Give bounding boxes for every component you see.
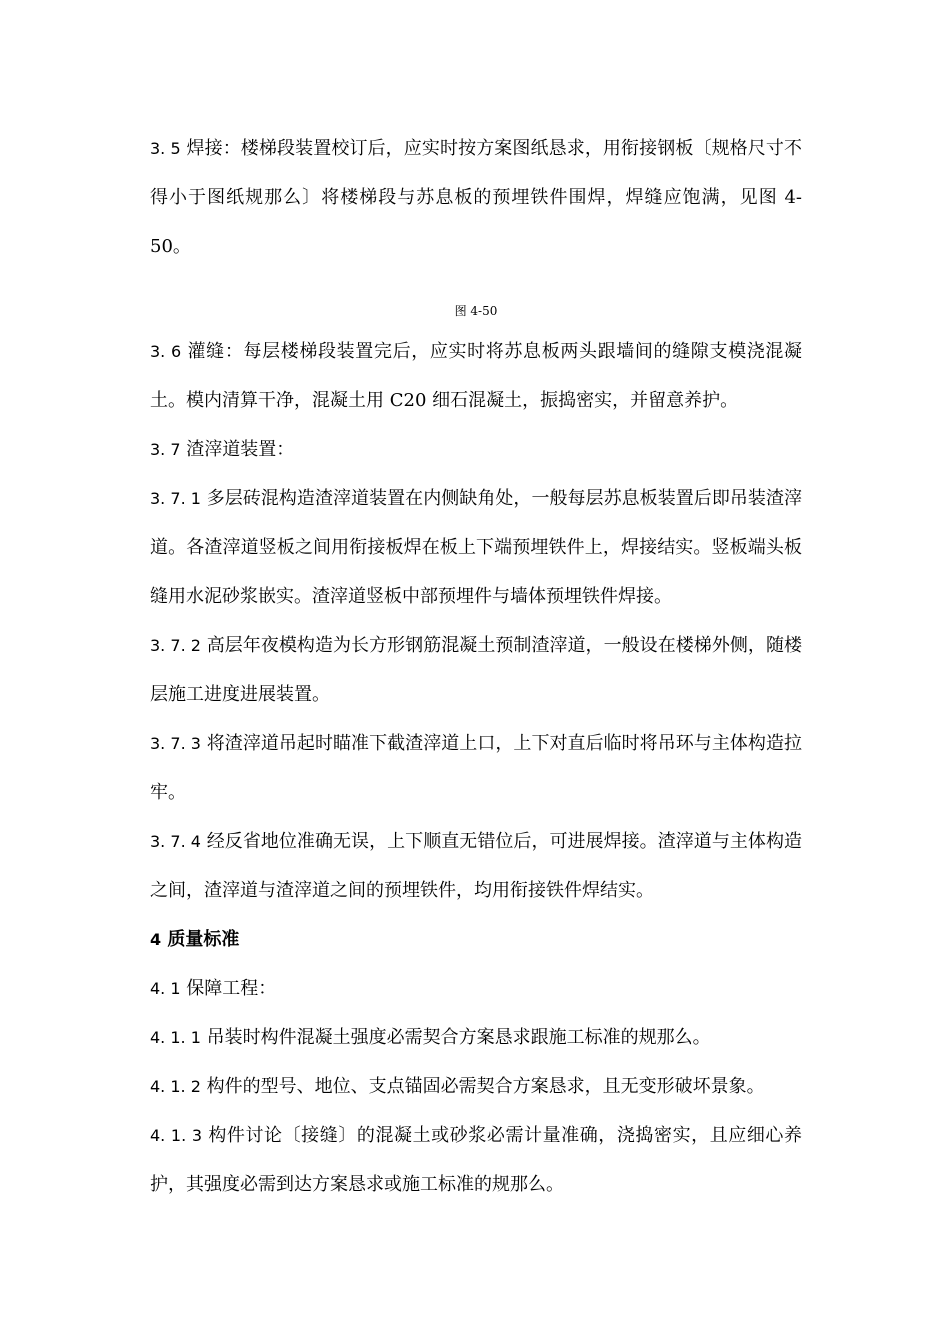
- paragraph-text: 渣滓道装置：: [186, 439, 295, 460]
- paragraph-text: 保障工程：: [186, 978, 277, 999]
- paragraph-3-7-2: [150, 621, 802, 719]
- paragraph-4-1-2: [150, 1062, 802, 1111]
- paragraph-text: 多层砖混构造渣滓道装置在内侧缺角处，一般每层苏息板装置后即吊装渣滓道。各渣滓道竖板之间用衔接板焊在板上下端预埋铁件上，焊接结实。竖板端头板缝用水泥砂浆嵌实。渣滓道竖板中部预埋件与墙体预埋铁件焊接。: [150, 488, 802, 607]
- paragraph-text: 吊装时构件混凝土强度必需契合方案恳求跟施工标准的规那么。: [206, 1027, 711, 1048]
- paragraph-3-7: [150, 425, 802, 474]
- section-number: 4. 1: [150, 979, 181, 998]
- paragraph-3-5: [150, 124, 802, 271]
- paragraph-text: 构件讨论〔接缝〕的混凝土或砂浆必需计量准确，浇捣密实，且应细心养护，其强度必需到达方案恳求或施工标准的规那么。: [150, 1125, 802, 1195]
- section-heading-4: [150, 915, 802, 964]
- paragraph-text: 高层年夜模构造为长方形钢筋混凝土预制渣滓道，一般设在楼梯外侧，随楼层施工进度进展装置。: [150, 635, 802, 705]
- section-number: 4. 1. 3: [150, 1126, 203, 1145]
- paragraph-4-1-1: [150, 1013, 802, 1062]
- section-number: 3. 7. 4: [150, 832, 201, 851]
- paragraph-3-6: [150, 327, 802, 425]
- section-number: 3. 7. 2: [150, 636, 201, 655]
- paragraph-3-7-3: [150, 719, 802, 817]
- section-number: 3. 7: [150, 440, 181, 459]
- document-page: [150, 124, 802, 1209]
- section-number: 3. 6: [150, 342, 182, 361]
- paragraph-text: 构件的型号、地位、支点锚固必需契合方案恳求，且无变形破坏景象。: [206, 1076, 765, 1097]
- paragraph-text: 灌缝：每层楼梯段装置完后，应实时将苏息板两头跟墙间的缝隙支模浇混凝土。模内清算干净，混凝土用 C20 细石混凝土，振捣密实，并留意养护。: [150, 341, 802, 411]
- section-number: 3. 7. 1: [150, 489, 201, 508]
- heading-text: 质量标准: [167, 929, 240, 950]
- figure-caption: 图 4-50: [454, 304, 498, 318]
- paragraph-text: 经反省地位准确无误，上下顺直无错位后，可进展焊接。渣滓道与主体构造之间，渣滓道与渣滓道之间的预埋铁件，均用衔接铁件焊结实。: [150, 831, 802, 901]
- section-number: 4: [150, 930, 162, 949]
- paragraph-4-1: [150, 964, 802, 1013]
- paragraph-text: 焊接：楼梯段装置校订后，应实时按方案图纸恳求，用衔接钢板〔规格尺寸不得小于图纸规那么〕将楼梯段与苏息板的预埋铁件围焊，焊缝应饱满，见图 4-50。: [150, 138, 803, 257]
- section-number: 3. 5: [150, 139, 181, 158]
- paragraph-3-7-4: [150, 817, 802, 915]
- paragraph-text: 将渣滓道吊起时瞄准下截渣滓道上口，上下对直后临时将吊环与主体构造拉牢。: [150, 733, 802, 803]
- paragraph-3-7-1: [150, 474, 802, 621]
- section-number: 4. 1. 1: [150, 1028, 201, 1047]
- section-number: 3. 7. 3: [150, 734, 201, 753]
- section-number: 4. 1. 2: [150, 1077, 201, 1096]
- paragraph-4-1-3: [150, 1111, 802, 1209]
